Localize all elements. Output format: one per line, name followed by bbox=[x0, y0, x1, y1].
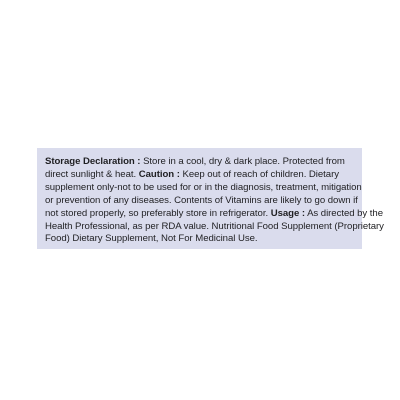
caution-text-continued: or prevention of any diseases. Contents of Vitamins are likely to go down if bbox=[45, 194, 358, 206]
caution-text-continued: supplement only-not to be used for or in the diagnosis, treatment, mitigation bbox=[45, 181, 362, 193]
label-line-2 bbox=[45, 169, 360, 182]
label-line-5 bbox=[45, 207, 383, 221]
usage-heading: Usage : bbox=[270, 207, 305, 219]
label-line-3 bbox=[45, 182, 360, 195]
caution-text-continued: not stored properly, so preferably store in refrigerator. bbox=[45, 207, 271, 219]
caution-heading: Caution : bbox=[138, 168, 180, 180]
label-text-block bbox=[45, 156, 384, 246]
storage-declaration-heading: Storage Declaration : bbox=[45, 156, 141, 167]
storage-declaration-text-continued: direct sunlight & heat. bbox=[45, 168, 139, 180]
label-line-7 bbox=[45, 233, 360, 246]
usage-text-continued: Health Professional, as per RDA value. Nutritional Food Supplement (Proprietary bbox=[45, 220, 384, 232]
label-line-4 bbox=[45, 195, 360, 208]
caution-text: Keep out of reach of children. Dietary bbox=[179, 168, 339, 180]
usage-text-continued: Food) Dietary Supplement, Not For Medicinal Use. bbox=[45, 233, 258, 245]
storage-declaration-text: Store in a cool, dry & dark place. Protected from bbox=[140, 156, 345, 167]
label-line-6 bbox=[45, 220, 384, 234]
label-line-1 bbox=[45, 156, 360, 169]
usage-text: As directed by the bbox=[305, 207, 383, 219]
